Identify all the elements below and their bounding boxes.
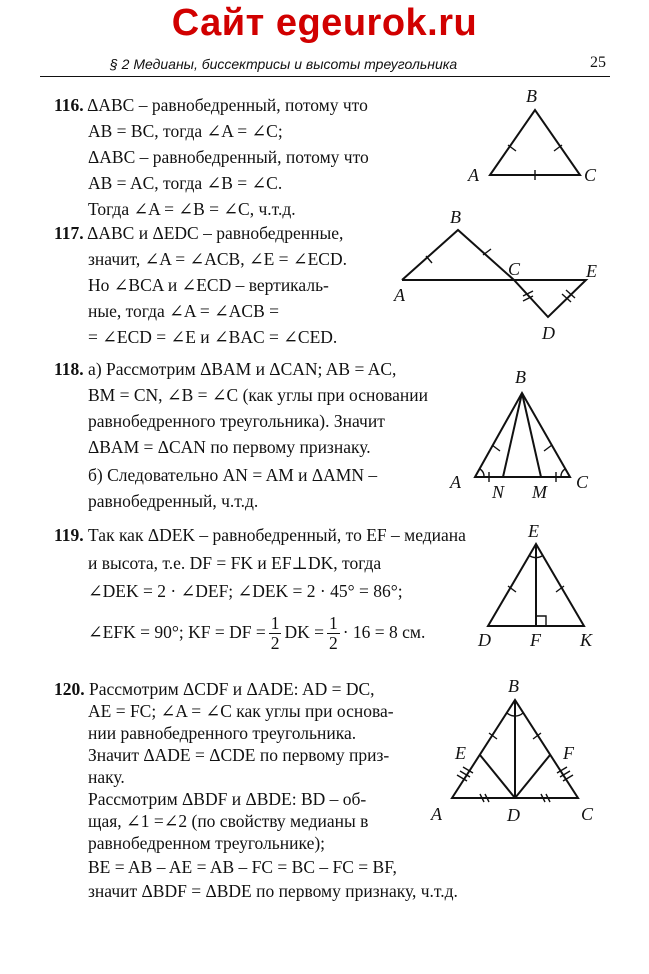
problem-text: Рассмотрим ΔCDF и ΔADE: AD = DC, (89, 679, 375, 699)
figure-117-vertical-triangles (390, 205, 610, 345)
formula-line (88, 610, 425, 654)
label-C: C (581, 804, 594, 824)
problem-number: 120. (54, 679, 85, 699)
problem-text: ные, тогда ∠A = ∠ACB = (88, 301, 280, 321)
label-B: B (508, 676, 519, 696)
problem-text: BM = CN, ∠B = ∠C (как углы при основании (88, 385, 429, 405)
label-A: A (431, 804, 442, 824)
figure-118-triangle-medians (440, 365, 610, 500)
problem-text: наку. (88, 767, 125, 787)
label-F: F (530, 630, 541, 650)
problem-text: Рассмотрим ΔBDF и ΔBDE: BD – об- (88, 789, 367, 809)
fraction-one-half (327, 614, 340, 653)
label-N: N (492, 482, 505, 502)
problem-text: а) Рассмотрим ΔBAM и ΔCAN; AB = AC, (88, 359, 397, 379)
label-E: E (586, 261, 597, 281)
problem-line (54, 678, 375, 700)
problem-line (54, 524, 466, 546)
section-title: § 2 Медианы, биссектрисы и высоты треугольника (110, 56, 458, 72)
problem-text: б) Следовательно AN = AM и ΔAMN – (88, 465, 378, 485)
problem-text: равнобедренный, ч.т.д. (88, 491, 259, 511)
label-B: B (515, 367, 526, 387)
fraction-numerator: 1 (328, 613, 338, 634)
problem-text: и высота, т.е. DF = FK и EF⊥DK, тогда (88, 553, 382, 573)
problem-text: ΔABC – равнобедренный, потому что (87, 95, 368, 115)
problem-text: AE = FC; ∠A = ∠C как углы при основа- (88, 701, 394, 721)
problem-text: Так как ΔDEK – равнобедренный, то EF – медиана (88, 525, 466, 545)
figure-116-triangle (460, 85, 600, 185)
label-B: B (526, 86, 537, 106)
problem-text: ΔABC – равнобедренный, потому что (88, 147, 369, 167)
label-E: E (528, 521, 539, 541)
label-C: C (576, 472, 589, 492)
problem-line (54, 94, 368, 116)
label-B: B (450, 207, 461, 227)
fraction-denominator: 2 (328, 633, 338, 654)
fraction-numerator: 1 (270, 613, 280, 634)
problem-line (54, 358, 396, 380)
problem-text: ΔBAM = ΔCAN по первому признаку. (88, 437, 371, 457)
label-C: C (584, 165, 597, 185)
label-D: D (478, 630, 491, 650)
label-D: D (542, 323, 555, 343)
label-M: M (532, 482, 547, 502)
figure-119-triangle-height (470, 520, 610, 650)
problem-text: Значит ΔADE = ΔCDE по первому приз- (88, 745, 390, 765)
problem-text: значит ΔBDF = ΔBDE по первому признаку, ч.т.д. (88, 881, 458, 901)
problem-text: равнобедренном треугольнике); (88, 833, 326, 853)
label-A: A (468, 165, 479, 185)
problem-number: 116. (54, 95, 84, 115)
label-D: D (507, 805, 520, 825)
problem-text: нии равнобедренного треугольника. (88, 723, 357, 743)
problem-number: 118. (54, 359, 84, 379)
problem-text: щая, ∠1 =∠2 (по свойству медианы в (88, 811, 369, 831)
problem-number: 117. (54, 223, 84, 243)
problem-text: Но ∠BCA и ∠ECD – вертикаль- (88, 275, 329, 295)
problem-text: ΔABC и ΔEDC – равнобедренные, (87, 223, 344, 243)
site-title: Сайт egeurok.ru (171, 2, 478, 44)
problem-text: равнобедренного треугольника). Значит (88, 411, 385, 431)
label-A: A (394, 285, 405, 305)
formula-end: · 16 = 8 см. (342, 622, 426, 642)
problem-text: BE = AB – AE = AB – FC = BC – FC = BF, (88, 857, 397, 877)
formula-middle: DK = (284, 622, 324, 642)
label-E: E (455, 743, 466, 763)
page-number: 25 (590, 54, 606, 71)
problem-text: AB = AC, тогда ∠B = ∠C. (88, 173, 283, 193)
problem-text: ∠DEK = 2 · ∠DEF; ∠DEK = 2 · 45° = 86°; (88, 581, 403, 601)
label-K: K (580, 630, 593, 650)
problem-text: Тогда ∠A = ∠B = ∠C, ч.т.д. (88, 199, 296, 219)
label-F: F (563, 743, 574, 763)
label-C: C (508, 259, 521, 279)
problem-number: 119. (54, 525, 84, 545)
page-header (40, 54, 610, 77)
fraction-one-half (269, 614, 282, 653)
problem-text: AB = BC, тогда ∠A = ∠C; (88, 121, 283, 141)
fraction-denominator: 2 (270, 633, 280, 654)
label-A: A (450, 472, 461, 492)
problem-text: значит, ∠A = ∠ACB, ∠E = ∠ECD. (88, 249, 347, 269)
figure-120-triangle-median (425, 675, 605, 825)
problem-line (54, 222, 343, 244)
problem-text: = ∠ECD = ∠E и ∠BAC = ∠CED. (88, 327, 338, 347)
formula-start: ∠EFK = 90°; KF = DF = (88, 622, 266, 642)
